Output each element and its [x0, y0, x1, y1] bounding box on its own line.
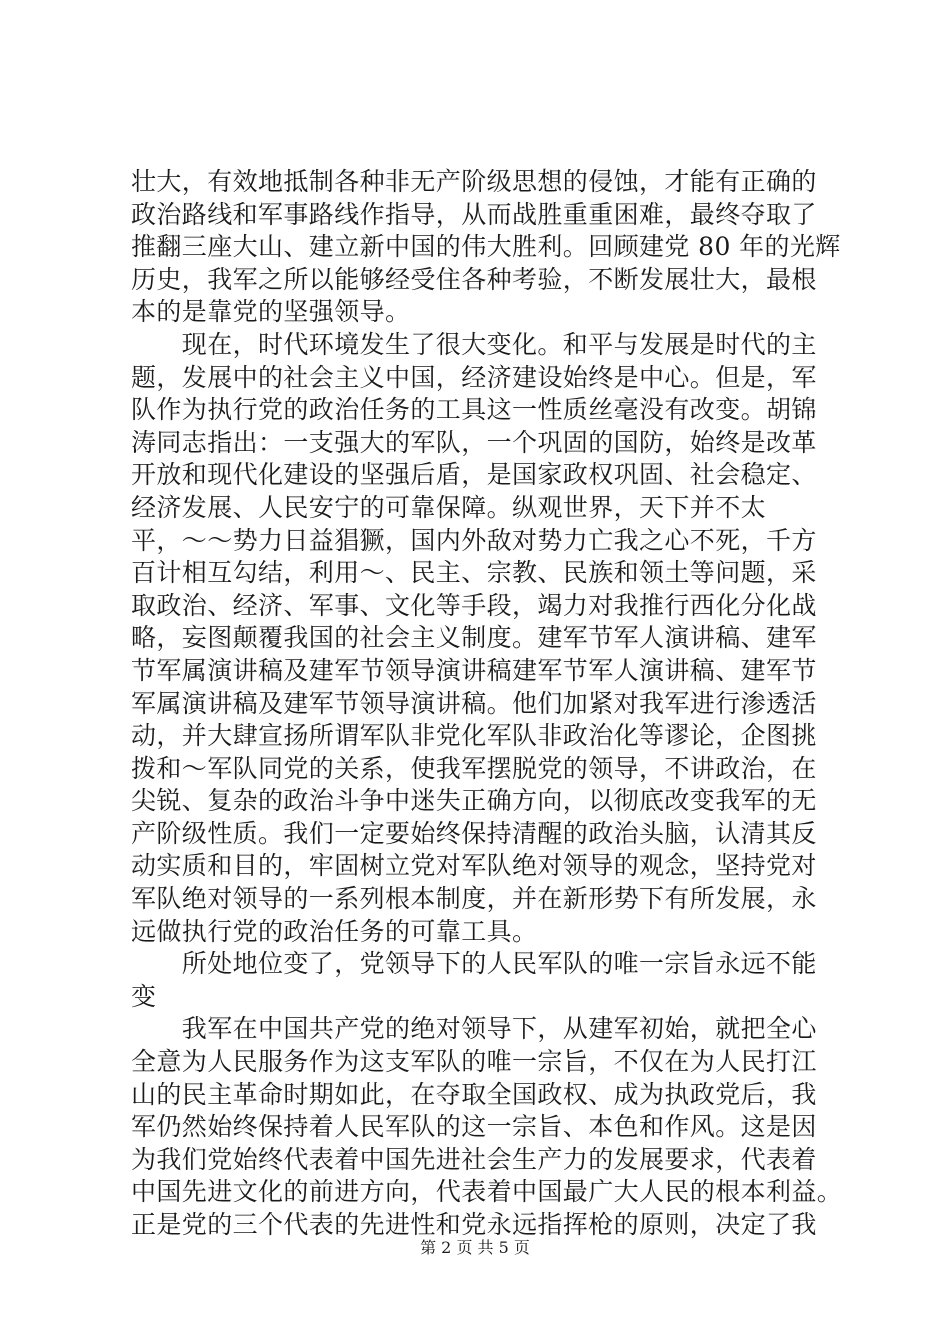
text-line: 动，并大肆宣扬所谓军队非党化军队非政治化等谬论，企图挑 [131, 721, 817, 751]
text-line: 壮大，有效地抵制各种非无产阶级思想的侵蚀，才能有正确的 [131, 167, 817, 196]
text-line: 尖锐、复杂的政治斗争中迷失正确方向，以彻底改变我军的无 [131, 786, 817, 816]
text-line: 历史，我军之所以能够经受住各种考验，不断发展壮大，最根 [131, 264, 817, 294]
text-line: 本的是靠党的坚强领导。 [131, 297, 411, 327]
text-line: 队作为执行党的政治任务的工具这一性质丝毫没有改变。胡锦 [131, 395, 817, 425]
text-line: 题，发展中的社会主义中国，经济建设始终是中心。但是，军 [131, 362, 817, 392]
page-number-footer: 第 2 页 共 5 页 [420, 1238, 530, 1257]
text-line: 我军在中国共产党的绝对领导下，从建军初始，就把全心 [131, 1014, 817, 1044]
text-line: 平，～～势力日益猖獗，国内外敌对势力亡我之心不死，千方 [131, 525, 817, 555]
text-line: 经济发展、人民安宁的可靠保障。纵观世界，天下并不太 [131, 492, 767, 522]
text-line: 军队绝对领导的一系列根本制度，并在新形势下有所发展，永 [131, 884, 817, 914]
text-line: 军属演讲稿及建军节领导演讲稿。他们加紧对我军进行渗透活 [131, 688, 817, 718]
text-line: 节军属演讲稿及建军节领导演讲稿建军节军人演讲稿、建军节 [131, 655, 817, 685]
text-line: 现在，时代环境发生了很大变化。和平与发展是时代的主 [131, 329, 817, 359]
text-line: 百计相互勾结，利用～、民主、宗教、民族和领土等问题，采 [131, 558, 817, 588]
section-heading-line: 变 [131, 981, 157, 1011]
text-line: 取政治、经济、军事、文化等手段，竭力对我推行西化分化战 [131, 590, 817, 620]
text-line: 军仍然始终保持着人民军队的这一宗旨、本色和作风。这是因 [131, 1112, 817, 1142]
text-line: 全意为人民服务作为这支军队的唯一宗旨，不仅在为人民打江 [131, 1047, 817, 1077]
document-body [131, 166, 843, 1242]
text-line: 产阶级性质。我们一定要始终保持清醒的政治头脑，认清其反 [131, 818, 817, 848]
text-line: 动实质和目的，牢固树立党对军队绝对领导的观念，坚持党对 [131, 851, 817, 881]
text-line: 涛同志指出：一支强大的军队，一个巩固的国防，始终是改革 [131, 427, 817, 457]
text-line: 为我们党始终代表着中国先进社会生产力的发展要求，代表着 [131, 1144, 817, 1174]
text-line: 远做执行党的政治任务的可靠工具。 [131, 916, 538, 946]
text-line: 山的民主革命时期如此，在夺取全国政权、成为执政党后，我 [131, 1079, 817, 1109]
text-line: 开放和现代化建设的坚强后盾，是国家政权巩固、社会稳定、 [131, 460, 817, 490]
text-line: 中国先进文化的前进方向，代表着中国最广大人民的根本利益。 [131, 1177, 843, 1207]
text-line: 正是党的三个代表的先进性和党永远指挥枪的原则，决定了我 [131, 1210, 817, 1239]
text-line: 推翻三座大山、建立新中国的伟大胜利。回顾建党 80 年的光辉 [131, 232, 841, 262]
section-heading-line: 所处地位变了，党领导下的人民军队的唯一宗旨永远不能 [131, 949, 817, 979]
text-line: 拨和～军队同党的关系，使我军摆脱党的领导，不讲政治，在 [131, 753, 817, 783]
text-line: 政治路线和军事路线作指导，从而战胜重重困难，最终夺取了 [131, 199, 817, 229]
text-line: 略，妄图颠覆我国的社会主义制度。建军节军人演讲稿、建军 [131, 623, 817, 653]
